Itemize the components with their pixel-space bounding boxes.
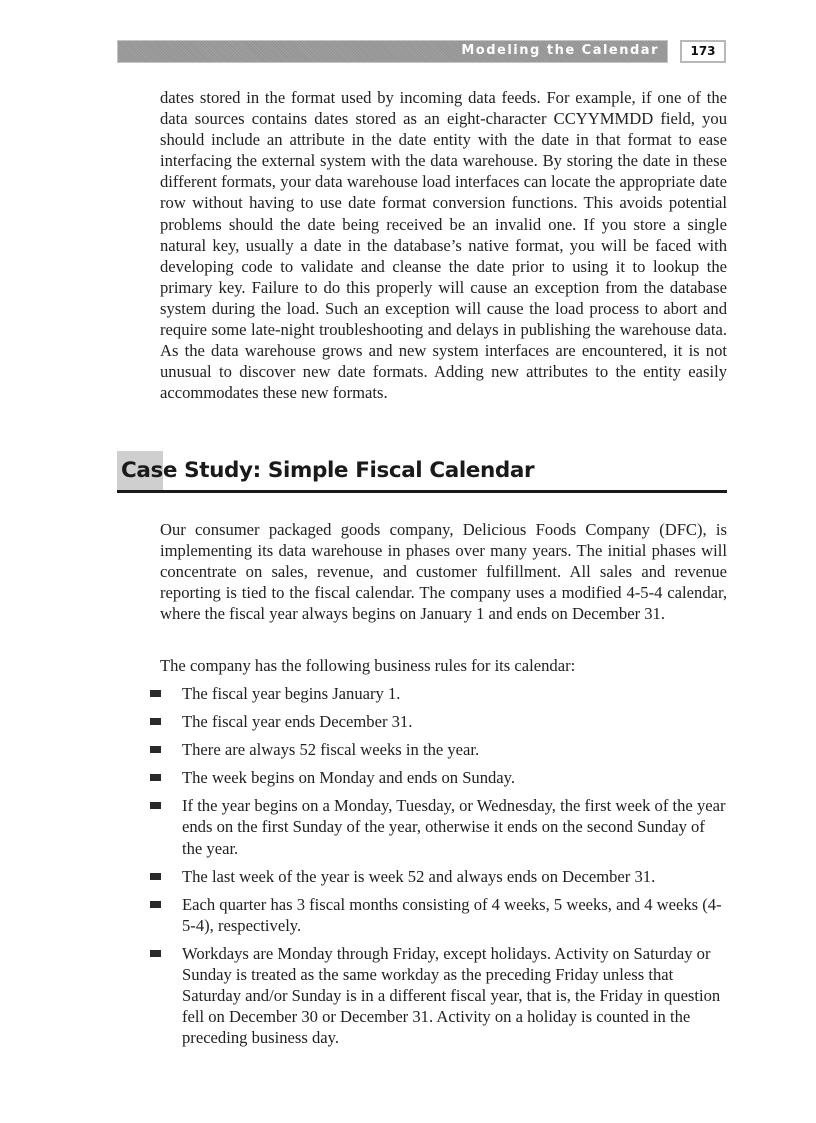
list-item bbox=[150, 795, 727, 858]
rule-text: The week begins on Monday and ends on Sunday. bbox=[182, 768, 516, 788]
rule-text: Each quarter has 3 fiscal months consisting of 4 weeks, 5 weeks, and 4 weeks (4-5-4), respectively. bbox=[182, 894, 722, 935]
square-bullet-icon bbox=[150, 873, 161, 880]
square-bullet-icon bbox=[150, 746, 161, 753]
square-bullet-icon bbox=[150, 950, 161, 957]
square-bullet-icon bbox=[150, 718, 161, 725]
rule-text: The last week of the year is week 52 and always ends on December 31. bbox=[182, 866, 656, 886]
rule-text: The fiscal year ends December 31. bbox=[182, 712, 413, 732]
list-item bbox=[150, 739, 727, 760]
rule-text: Workdays are Monday through Friday, except holidays. Activity on Saturday or Sunday is treated as the same workday as the preceding Friday unless that Saturday and/or Sunday is in a different fiscal year, that is, the Friday in question fell on December 30 or December 31. Activity on a holiday is counted in the preceding business day. bbox=[182, 943, 721, 1048]
square-bullet-icon bbox=[150, 802, 161, 809]
square-bullet-icon bbox=[150, 901, 161, 908]
section-heading bbox=[117, 451, 727, 493]
section-heading-title: Case Study: Simple Fiscal Calendar bbox=[121, 458, 535, 483]
paragraph-dfc-intro: Our consumer packaged goods company, Delicious Foods Company (DFC), is implementing its data warehouse in phases over many years. The initial phases will concentrate on sales, revenue, and customer fulfillment. All sales and revenue reporting is tied to the fiscal calendar. The company uses a modified 4-5-4 calendar, where the fiscal year always begins on January 1 and ends on December 31. bbox=[160, 520, 727, 624]
list-item bbox=[150, 767, 727, 788]
rule-text: There are always 52 fiscal weeks in the year. bbox=[182, 740, 480, 760]
square-bullet-icon bbox=[150, 774, 161, 781]
page-number: 173 bbox=[690, 44, 716, 58]
list-item bbox=[150, 943, 727, 1048]
list-item bbox=[150, 683, 727, 704]
chapter-title: Modeling the Calendar bbox=[461, 43, 659, 58]
list-item bbox=[150, 866, 727, 887]
paragraph-date-formats: dates stored in the format used by incoming data feeds. For example, if one of the data sources contains dates stored as an eight-character CCYYMMDD field, you should include an attribute in the date entity with the date in that format to ease interfacing the external system with the data warehouse. By storing the date in these different formats, your data warehouse load interfaces can locate the appropriate date row without having to use date format conversion functions. This avoids potential problems should the date being received be an invalid one. If you store a single natural key, usually a date in the database’s native format, you will be faced with developing code to validate and cleanse the date prior to using it to lookup the primary key. Failure to do this properly will cause an exception from the database system during the load. Such an exception will cause the load process to abort and require some late-night troubleshooting and delays in publishing the warehouse data. As the data warehouse grows and new system interfaces are encountered, it is not unusual to discover new date formats. Adding new attributes to the entity easily accommodates these new formats. bbox=[160, 88, 727, 403]
page-number-box bbox=[680, 40, 726, 63]
rule-text: The fiscal year begins January 1. bbox=[182, 684, 401, 703]
list-item bbox=[150, 894, 727, 936]
paragraph-rules-intro: The company has the following business rules for its calendar: bbox=[160, 656, 576, 675]
square-bullet-icon bbox=[150, 690, 161, 697]
list-item bbox=[150, 711, 727, 732]
running-head-bar bbox=[117, 40, 668, 63]
rule-text: If the year begins on a Monday, Tuesday, or Wednesday, the first week of the year ends on the first Sunday of the year, otherwise it ends on the second Sunday of the year. bbox=[182, 796, 726, 858]
business-rules-list bbox=[150, 683, 727, 1055]
